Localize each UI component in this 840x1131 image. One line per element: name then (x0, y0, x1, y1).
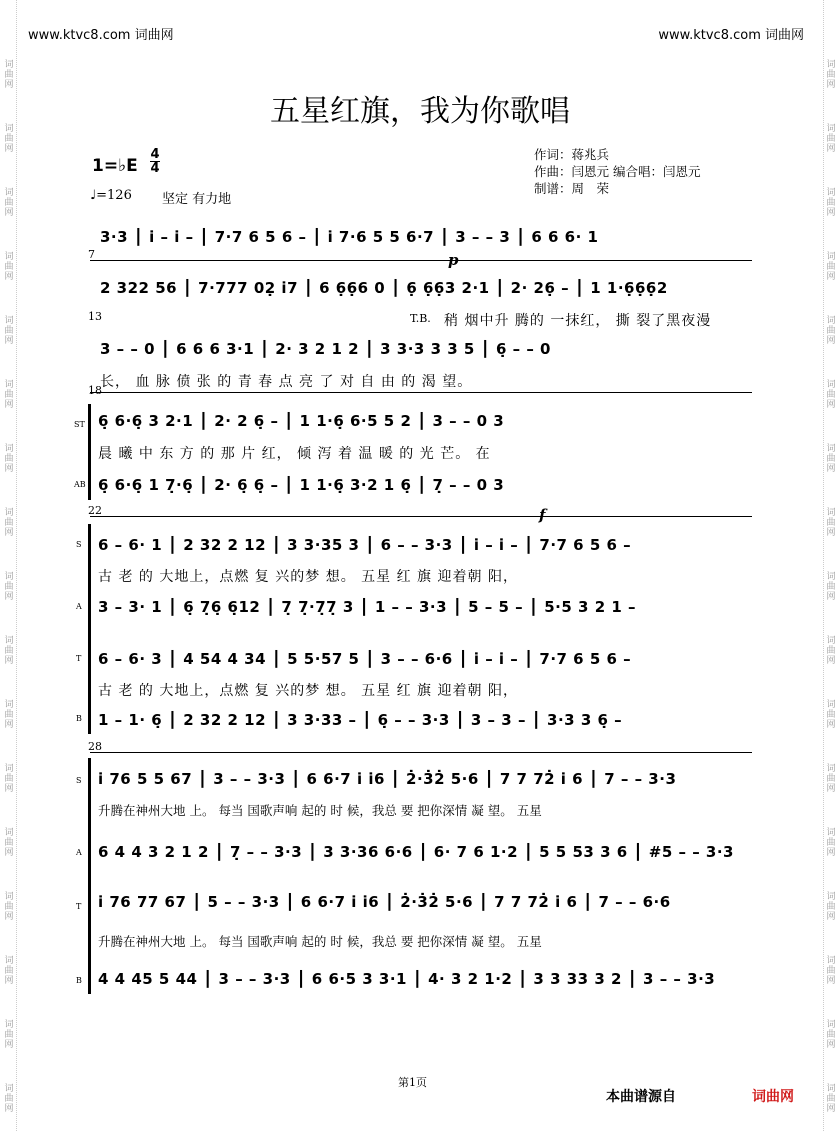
song-title: 五星红旗，我为你歌唱 (270, 94, 570, 129)
page-number: 第1页 (398, 1076, 427, 1089)
expression-mark: 坚定 有力地 (162, 192, 232, 207)
notation-line: i̇ 76 5 5 67 ⎮ 3 – – 3·3 ⎮ 6 6·7 i̇ i̇6 ⎮ 2̇·3̇2̇ 5·6 ⎮ 7 7 72̇ i̇ 6 ⎮ 7 – – 3·3 (98, 770, 677, 788)
side-watermark-mark: 词 曲 网 (4, 508, 14, 538)
system-line (90, 260, 752, 261)
lyrics-line: 长， 血 脉 偾 张 的 青 春 点 亮 了 对 自 由 的 渴 望。 (100, 374, 473, 390)
notation-line: 6 – 6· 1 ⎮ 2 32 2 12 ⎮ 3 3·35 3 ⎮ 6 – – 3·3 ⎮ i̇ – i̇ – ⎮ 7·7 6 5 6 – (98, 536, 632, 554)
side-watermark-mark: 词 曲 网 (826, 380, 836, 410)
side-watermark-mark: 词 曲 网 (4, 700, 14, 730)
measure-number: 13 (88, 310, 102, 323)
lyrics-line: 升腾在神州大地 上。 每当 国歌声响 起的 时 候，我总 要 把你深情 凝 望。 五星 (98, 934, 542, 949)
side-watermark-mark: 词 曲 网 (4, 444, 14, 474)
lyrics-line: 晨 曦 中 东 方 的 那 片 红， 倾 泻 着 温 暖 的 光 芒。 在 (98, 446, 491, 462)
voice-label: AB (74, 480, 86, 489)
voice-label: A (76, 602, 82, 611)
side-watermark-mark: 词 曲 网 (826, 444, 836, 474)
notation-line: 2 322 56 ⎮ 7·777 02̣ i̇7 ⎮ 6 6̣6̣6 0 ⎮ 6̣ 6̣6̣3 2·1 ⎮ 2· 26̣ – ⎮ 1 1·6̣6̣6̣2 (100, 279, 668, 297)
side-watermark-mark: 词 曲 网 (826, 1084, 836, 1114)
time-signature (150, 148, 160, 175)
notation-line: 3·3 ⎮ i̇ – i̇ – ⎮ 7·7 6 5 6 – ⎮ i̇ 7·6 5 5 6·7 ⎮ 3 – – 3 ⎮ 6 6 6· 1 (100, 228, 599, 246)
side-watermark-mark: 词 曲 网 (4, 380, 14, 410)
side-watermark-mark: 词 曲 网 (826, 252, 836, 282)
time-sig-bottom: 4 (150, 161, 160, 176)
dynamic-forte: f (539, 506, 546, 524)
side-watermark-mark: 词 曲 网 (4, 636, 14, 666)
side-watermark-mark: 词 曲 网 (826, 956, 836, 986)
side-watermark-mark: 词 曲 网 (826, 188, 836, 218)
system-bracket (88, 758, 91, 994)
side-watermark-mark: 词 曲 网 (4, 188, 14, 218)
side-watermark-mark: 词 曲 网 (4, 572, 14, 602)
side-watermark-mark: 词 曲 网 (826, 636, 836, 666)
side-watermark-mark: 词 曲 网 (826, 572, 836, 602)
side-watermark-mark: 词 曲 网 (826, 828, 836, 858)
voice-label: T (76, 902, 82, 911)
side-watermark-mark: 词 曲 网 (4, 1020, 14, 1050)
part-annotation: T.B. (410, 312, 431, 325)
system-line (90, 392, 752, 393)
side-watermark-mark: 词 曲 网 (826, 124, 836, 154)
side-watermark-mark: 词 曲 网 (826, 1020, 836, 1050)
notation-line: 6 – 6· 3 ⎮ 4 54 4 34 ⎮ 5 5·57 5 ⎮ 3 – – 6·6 ⎮ i̇ – i̇ – ⎮ 7·7 6 5 6 – (98, 650, 632, 668)
side-watermark-mark: 词 曲 网 (4, 124, 14, 154)
notation-line: 6̣ 6·6̣ 3 2·1 ⎮ 2· 2 6̣ – ⎮ 1 1·6̣ 6·5 5 2 ⎮ 3 – – 0 3 (98, 412, 505, 430)
side-watermark-mark: 词 曲 网 (4, 1084, 14, 1114)
voice-label: ST (74, 420, 85, 429)
system-bracket (88, 524, 91, 734)
source-brand[interactable]: 词曲网 (752, 1089, 794, 1105)
side-watermark-mark: 词 曲 网 (4, 60, 14, 90)
side-watermark-mark: 词 曲 网 (4, 828, 14, 858)
system-line (90, 752, 752, 753)
measure-number: 22 (88, 504, 102, 517)
side-watermark-mark: 词 曲 网 (826, 508, 836, 538)
source-note: 本曲谱源自 (606, 1089, 676, 1105)
measure-number: 18 (88, 384, 102, 397)
site-url-left: www.ktvc8.com 词曲网 (28, 28, 174, 43)
site-url-right: www.ktvc8.com 词曲网 (658, 28, 804, 43)
side-watermark-mark: 词 曲 网 (826, 764, 836, 794)
side-watermark-mark: 词 曲 网 (4, 252, 14, 282)
side-watermark-mark: 词 曲 网 (826, 316, 836, 346)
notation-line: 6̣ 6·6̣ 1 7̣·6̣ ⎮ 2· 6̣ 6̣ – ⎮ 1 1·6̣ 3·2 1 6̣ ⎮ 7̣ – – 0 3 (98, 476, 505, 494)
composer-credit: 作曲：闫恩元 编合唱：闫恩元 (534, 164, 701, 179)
side-watermark-mark: 词 曲 网 (826, 700, 836, 730)
measure-number: 7 (88, 248, 95, 261)
notation-line: i̇ 76 77 67 ⎮ 5 – – 3·3 ⎮ 6 6·7 i̇ i̇6 ⎮ 2̇·3̇2̇ 5·6 ⎮ 7 7 72̇ i̇ 6 ⎮ 7 – – 6·6 (98, 893, 671, 911)
system-bracket (88, 404, 91, 500)
transcriber-credit: 制谱：周 荣 (534, 181, 610, 196)
lyricist-credit: 作词：蒋兆兵 (534, 147, 610, 162)
side-watermark-mark: 词 曲 网 (4, 316, 14, 346)
lyrics-line: 稍 烟中升 腾的 一抹红， 撕 裂了黑夜漫 (444, 313, 712, 329)
lyrics-line: 古 老 的 大地上，点燃 复 兴的梦 想。 五星 红 旗 迎着朝 阳， (98, 683, 518, 699)
voice-label: A (76, 848, 82, 857)
side-watermark-mark: 词 曲 网 (4, 892, 14, 922)
voice-label: B (76, 714, 82, 723)
side-watermark-mark: 词 曲 网 (826, 60, 836, 90)
system-line (90, 516, 752, 517)
key-signature: 1=♭E (92, 156, 138, 176)
side-watermark-mark: 词 曲 网 (826, 892, 836, 922)
dynamic-piano: p (448, 251, 459, 269)
measure-number: 28 (88, 740, 102, 753)
notation-line: 3 – 3· 1 ⎮ 6̣ 7̣6̣ 6̣12 ⎮ 7̣ 7̣·7̣7̣ 3 ⎮ 1 – – 3·3 ⎮ 5 – 5 – ⎮ 5·5 3 2 1 – (98, 598, 637, 616)
voice-label: T (76, 654, 82, 663)
notation-line: 6 4 4 3 2 1 2 ⎮ 7̣ – – 3·3 ⎮ 3 3·36 6·6 ⎮ 6· 7 6 1·2 ⎮ 5 5 53 3 6 ⎮ #5 – – 3·3 (98, 843, 734, 861)
time-sig-top: 4 (150, 147, 160, 162)
lyrics-line: 升腾在神州大地 上。 每当 国歌声响 起的 时 候，我总 要 把你深情 凝 望。 五星 (98, 803, 542, 818)
voice-label: S (76, 776, 82, 785)
notation-line: 3 – – 0 ⎮ 6 6 6 3·1 ⎮ 2· 3 2 1 2 ⎮ 3 3·3 3 3 5 ⎮ 6̣ – – 0 (100, 340, 551, 358)
tempo-mark: ♩=126 (90, 188, 132, 203)
voice-label: S (76, 540, 82, 549)
voice-label: B (76, 976, 82, 985)
notation-line: 4 4 45 5 44 ⎮ 3 – – 3·3 ⎮ 6 6·5 3 3·1 ⎮ 4· 3 2 1·2 ⎮ 3 3 33 3 2 ⎮ 3 – – 3·3 (98, 970, 716, 988)
lyrics-line: 古 老 的 大地上，点燃 复 兴的梦 想。 五星 红 旗 迎着朝 阳， (98, 569, 518, 585)
side-watermark-mark: 词 曲 网 (4, 956, 14, 986)
side-watermark-mark: 词 曲 网 (4, 764, 14, 794)
notation-line: 1 – 1· 6̣ ⎮ 2 32 2 12 ⎮ 3 3·33 – ⎮ 6̣ – – 3·3 ⎮ 3 – 3 – ⎮ 3·3 3 6̣ – (98, 711, 623, 729)
